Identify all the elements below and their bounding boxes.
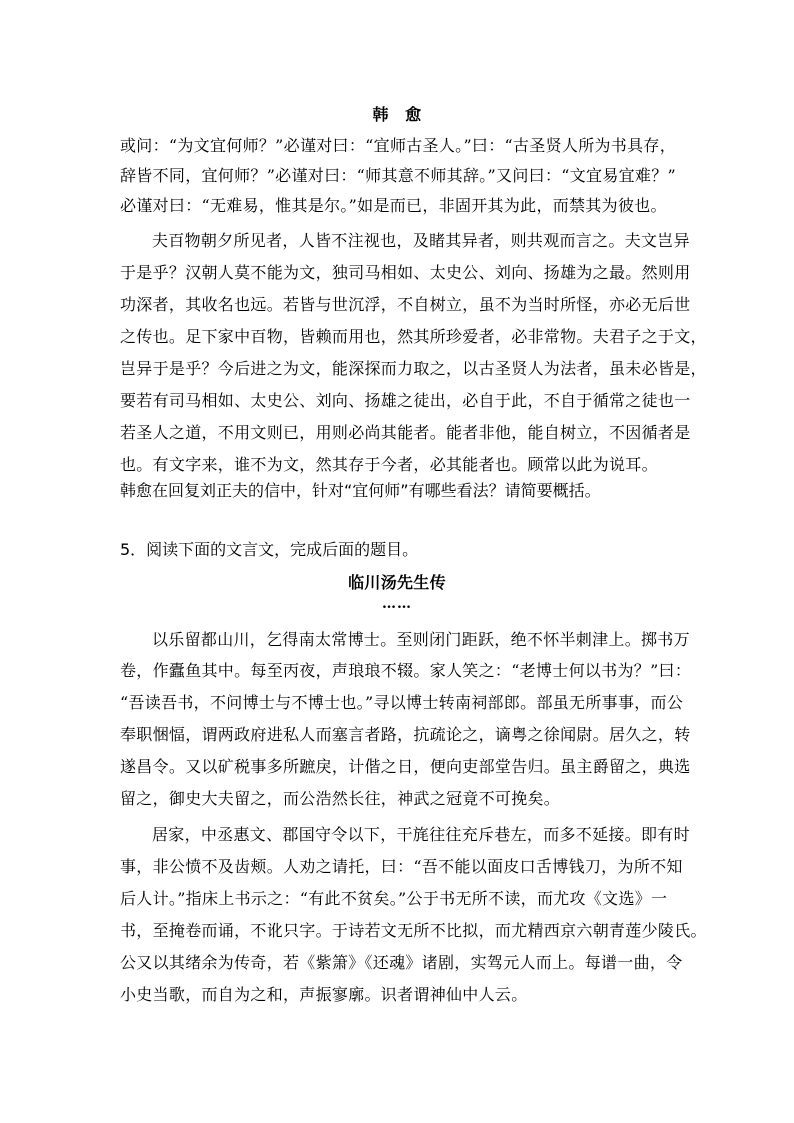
text-line: 要若有司马相如、太史公、刘向、扬雄之徒出，必自于此，不自于循常之徒也一: [120, 391, 691, 410]
question-5-heading: 5．阅读下面的文言文，完成后面的题目。: [120, 540, 419, 559]
omission-ellipsis: ……: [382, 596, 412, 612]
text-line: 以乐留都山川，乞得南太常博士。至则闭门距跃，绝不怀半刺津上。掷书万: [152, 630, 690, 649]
text-line: 遂昌令。又以矿税事多所蹠戾，计偕之日，便向吏部堂告归。虽主爵留之，典选: [120, 757, 691, 776]
text-line: 辞皆不同，宜何师？”必谨对曰：“师其意不师其辞。”又问曰：“文宜易宜难？”: [120, 166, 676, 185]
text-line: 奉职悃愊，谓两政府进私人而塞言者路，抗疏论之，谪粤之徐闻尉。居久之，转: [120, 725, 691, 744]
text-line: 功深者，其收名也远。若皆与世沉浮，不自树立，虽不为当时所怪，亦必无后世: [120, 295, 691, 314]
text-line: 必谨对曰：“无难易，惟其是尔。”如是而已，非固开其为此，而禁其为彼也。: [120, 196, 667, 215]
passage-title-han-yu: 韩 愈: [372, 105, 422, 124]
text-line: 公又以其绪余为传奇，若《紫箫》《还魂》诸剧，实驾元人而上。每谱一曲，令: [120, 953, 683, 972]
text-line: 居家，中丞惠文、郡国守令以下，干旄往往充斥巷左，而多不延接。即有时: [152, 825, 690, 844]
text-line: 书，至掩卷而诵，不讹只字。于诗若文无所不比拟，而尤精西京六朝青莲少陵氏。: [120, 921, 707, 940]
text-line: 之传也。足下家中百物，皆赖而用也，然其所珍爱者，必非常物。夫君子之于文，: [120, 327, 707, 346]
text-line: 事，非公愤不及齿颊。人劝之请托，曰：“吾不能以面皮口舌博钱刀，为所不知: [120, 857, 683, 876]
passage-title-tang-xiansheng: 临川汤先生传: [348, 573, 446, 592]
question-4-prompt: 韩愈在回复刘正夫的信中，针对“宜何师”有哪些看法？请简要概括。: [120, 481, 601, 500]
text-line: 或问：“为文宜何师？”必谨对曰：“宜师古圣人。”曰：“古圣贤人所为书具存，: [120, 136, 676, 155]
text-line: 小史当歌，而自为之和，声振寥廓。识者谓神仙中人云。: [120, 985, 528, 1004]
text-line: 卷，作蠹鱼其中。每至丙夜，声琅琅不辍。家人笑之：“老博士何以书为？”曰：: [120, 661, 692, 680]
text-line: 后人计。”指床上书示之：“有此不贫矣。”公于书无所不读，而尤攻《文选》一: [120, 889, 668, 908]
text-line: 于是乎？汉朝人莫不能为文，独司马相如、太史公、刘向、扬雄为之最。然则用: [120, 263, 691, 282]
text-line: 夫百物朝夕所见者，人皆不注视也，及睹其异者，则共观而言之。夫文岂异: [152, 231, 690, 250]
text-line: “吾读吾书，不问博士与不博士也。”寻以博士转南祠部郎。部虽无所事事，而公: [120, 693, 684, 712]
text-line: 留之，御史大夫留之，而公浩然长往，神武之冠竟不可挽矣。: [120, 789, 561, 808]
text-line: 也。有文字来，谁不为文，然其存于今者，必其能者也。顾常以此为说耳。: [120, 455, 658, 474]
text-line: 若圣人之道，不用文则已，用则必尚其能者。能者非他，能自树立，不因循者是: [120, 423, 691, 442]
text-line: 岂异于是乎？今后进之为文，能深探而力取之，以古圣贤人为法者，虽未必皆是，: [120, 359, 707, 378]
